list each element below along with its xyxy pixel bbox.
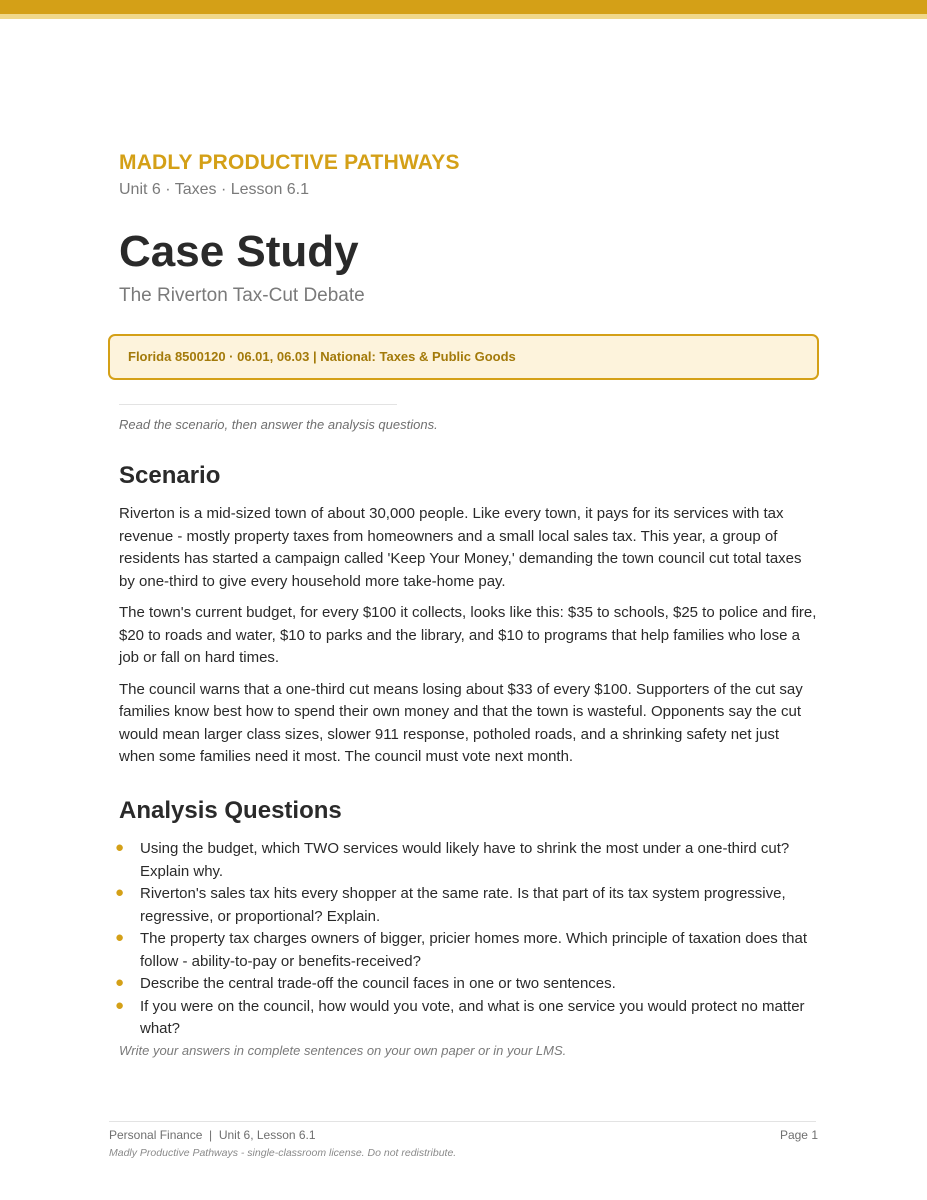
question-text: The property tax charges owners of bigger, pricier homes more. Which principle of taxation does that follow - ability-to-pay or benefits-received? <box>140 930 807 970</box>
bullet-icon: ● <box>115 974 125 991</box>
list-item <box>115 996 809 1041</box>
unit-lesson-line: Unit 6 · Taxes · Lesson 6.1 <box>119 181 310 198</box>
list-item <box>115 973 809 996</box>
analysis-heading: Analysis Questions <box>119 797 342 824</box>
bullet-icon: ● <box>115 839 125 856</box>
question-text: Using the budget, which TWO services would likely have to shrink the most under a one-third cut? Explain why. <box>140 840 790 880</box>
answer-instructions: Write your answers in complete sentences on your own paper or in your LMS. <box>119 1043 567 1058</box>
page-subtitle: The Riverton Tax-Cut Debate <box>119 285 365 306</box>
document-header <box>119 150 819 308</box>
question-text: Describe the central trade-off the council faces in one or two sentences. <box>140 975 616 992</box>
question-text: If you were on the council, how would you vote, and what is one service you would protect no matter what? <box>140 997 805 1037</box>
list-item <box>115 883 809 928</box>
bullet-icon: ● <box>115 884 125 901</box>
page-title: Case Study <box>119 227 359 276</box>
brand-name: MADLY PRODUCTIVE PATHWAYS <box>119 151 460 174</box>
scenario-body <box>119 503 819 778</box>
footer-page-number: Page 1 <box>779 1128 818 1142</box>
list-item <box>115 838 809 883</box>
scenario-paragraph: The council warns that a one-third cut means losing about $33 of every $100. Supporters of the cut say families know best how to spend their own money and that the town is wasteful. Opponents say the cut would mean larger class sizes, slower 911 response, potholed roads, and a shrinking safety net just when some families need it most. The council must vote next month. <box>119 680 803 765</box>
footer-course: Personal Finance | Unit 6, Lesson 6.1 <box>109 1128 316 1142</box>
top-accent-bar-light <box>0 14 927 19</box>
question-text: Riverton's sales tax hits every shopper at the same rate. Is that part of its tax system progressive, regressive, or proportional? Explain. <box>140 885 786 925</box>
list-item <box>115 928 809 973</box>
scenario-paragraph: The town's current budget, for every $100 it collects, looks like this: $35 to schools, $25 to police and fire, $20 to roads and water, $10 to parks and the library, and $10 to programs that help families who lose a job or fall on hard times. <box>119 604 817 666</box>
scenario-heading: Scenario <box>119 462 221 489</box>
analysis-question-list <box>115 838 809 1041</box>
instructions-text: Read the scenario, then answer the analysis questions. <box>119 417 438 432</box>
standards-text: Florida 8500120 · 06.01, 06.03 | National: Taxes & Public Goods <box>128 349 516 364</box>
top-accent-bar <box>0 0 927 14</box>
bullet-icon: ● <box>115 996 125 1014</box>
footer-divider <box>109 1121 816 1122</box>
bullet-icon: ● <box>115 929 125 946</box>
section-divider <box>119 404 397 405</box>
footer-license: Madly Productive Pathways - single-classroom license. Do not redistribute. <box>109 1147 457 1159</box>
scenario-paragraph: Riverton is a mid-sized town of about 30,000 people. Like every town, it pays for its services with tax revenue - mostly property taxes from homeowners and a small local sales tax. This year, a group of residents has started a campaign called 'Keep Your Money,' demanding the town council cut total taxes by one-third to give every household more take-home pay. <box>119 505 802 590</box>
standards-callout <box>108 334 819 380</box>
